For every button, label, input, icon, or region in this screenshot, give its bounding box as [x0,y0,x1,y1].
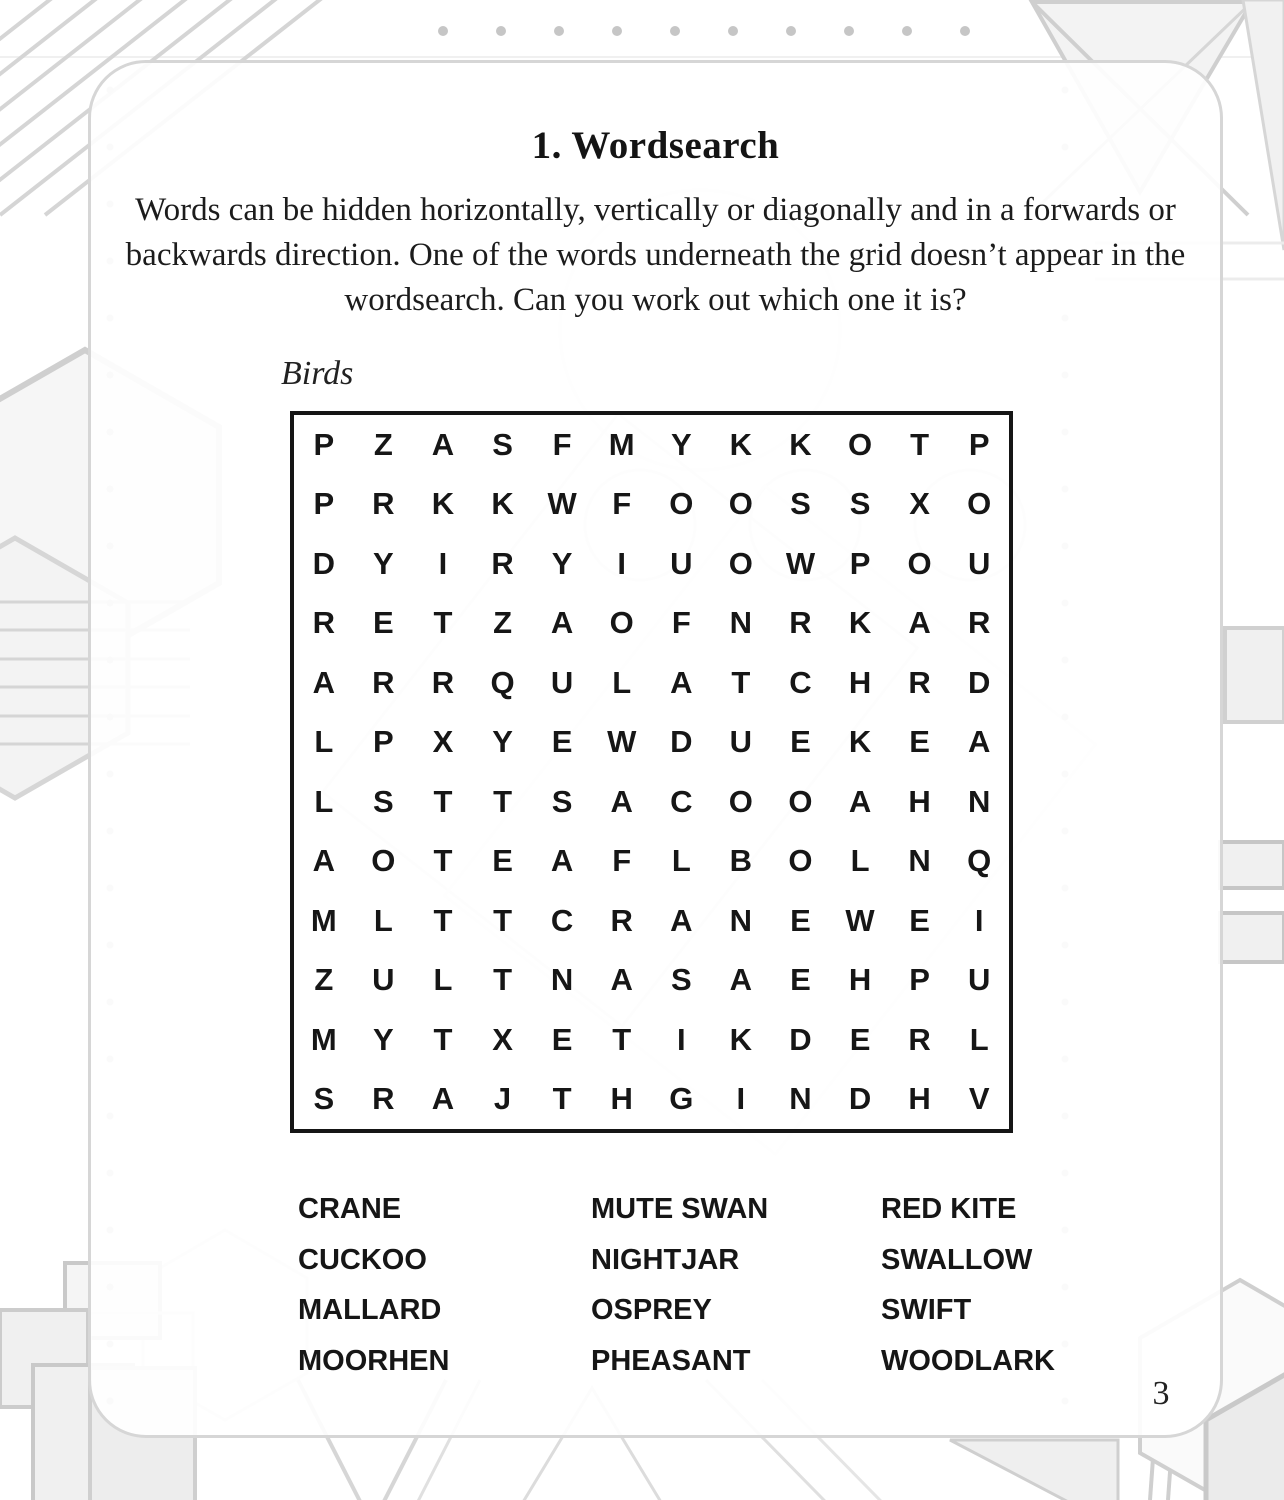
word-list-item: MUTE SWAN [591,1193,769,1225]
grid-letter: R [372,664,395,700]
puzzle-card [88,60,1223,1438]
grid-letter: O [728,783,753,819]
grid-letter: A [431,1081,455,1117]
word-list [298,1184,1198,1396]
grid-letter: I [617,545,626,581]
grid-letter: P [849,545,871,581]
grid-letter: R [968,605,991,641]
grid-letter: E [849,1021,871,1057]
grid-letter: N [789,1081,812,1117]
grid-letter: D [968,664,991,700]
grid-letter: S [492,426,513,462]
word-list-item: WOODLARK [881,1344,1055,1377]
grid-letter: X [909,486,930,522]
grid-letter: T [731,664,751,700]
grid-letter: M [310,1021,337,1057]
grid-letter: U [968,962,991,998]
grid-letter: Z [314,962,334,998]
grid-letter: L [373,902,393,938]
grid-letter: I [974,902,984,938]
grid-letter: O [371,843,396,879]
grid-letter: F [612,843,632,879]
grid-letter: U [968,545,991,581]
grid-letter: R [372,486,395,522]
grid-letter: C [789,664,812,700]
grid-letter: X [432,724,454,760]
grid-letter: O [728,486,753,522]
grid-letter: W [547,486,577,522]
grid-letter: S [551,783,573,819]
grid-letter: F [671,605,691,641]
grid-letter: M [310,902,337,938]
page-number: 3 [1152,1375,1170,1412]
word-list-item: SWIFT [881,1294,972,1326]
grid-letter: O [788,843,813,879]
grid-letter: L [314,724,334,760]
grid-letter: P [909,962,930,998]
grid-letter: S [670,962,692,998]
grid-letter: T [493,962,512,998]
word-list-item: OSPREY [591,1294,712,1326]
grid-letter: D [789,1021,812,1057]
grid-letter: Y [492,724,513,760]
grid-letter: H [848,962,872,998]
grid-letter: T [433,902,453,938]
grid-letter: U [550,664,574,700]
grid-letter: E [909,902,930,938]
grid-letter: L [433,962,453,998]
word-list-column [591,1184,768,1386]
grid-letter: W [607,724,637,760]
grid-letter: K [729,1021,753,1057]
grid-letter: A [968,724,991,760]
grid-letter: E [790,962,811,998]
word-list-item: MALLARD [298,1294,442,1326]
grid-letter: O [907,545,932,581]
grid-letter: E [551,724,573,760]
grid-letter: W [845,902,875,938]
grid-letter: R [491,545,514,581]
grid-letter: W [785,545,816,581]
grid-letter: T [433,1021,453,1057]
grid-letter: L [612,664,632,700]
grid-letter: R [610,902,633,938]
wordsearch-grid [290,411,1013,1133]
grid-letter: I [736,1081,746,1117]
word-list-item: CUCKOO [298,1243,427,1276]
grid-letter: K [848,605,872,641]
word-list-item: RED KITE [881,1193,1017,1225]
grid-letter: R [312,605,335,641]
grid-letter: K [729,426,753,462]
grid-letter: K [848,724,872,760]
grid-letter: H [908,783,931,819]
grid-letter: U [729,724,753,760]
grid-letter: T [552,1081,572,1117]
grid-letter: A [908,605,931,641]
grid-letter: S [790,486,811,522]
grid-letter: A [729,962,753,998]
grid-letter: R [908,664,931,700]
grid-letter: A [550,605,574,641]
grid-letter: E [790,724,811,760]
grid-letter: Y [551,545,573,581]
word-list-item: SWALLOW [881,1243,1033,1276]
grid-letter: N [729,605,753,641]
grid-letter: Z [373,426,393,462]
grid-letter: P [313,426,335,462]
grid-letter: H [848,664,872,700]
grid-letter: P [313,486,335,522]
grid-letter: N [729,902,753,938]
grid-letter: B [729,843,753,879]
grid-letter: O [967,486,992,522]
grid-letter: L [969,1021,989,1057]
grid-letter: A [610,783,633,819]
grid-letter: L [671,843,691,879]
grid-letter: A [610,962,633,998]
grid-letter: C [550,902,574,938]
word-list-item: NIGHTJAR [591,1243,740,1276]
grid-letter: V [968,1081,990,1117]
grid-letter: R [372,1081,395,1117]
grid-letter: I [438,545,448,581]
grid-letter: A [550,843,574,879]
grid-letter: T [493,783,512,819]
grid-letter: U [670,545,693,581]
grid-letter: O [847,426,873,462]
grid-letter: A [431,426,455,462]
instructions-text: Words can be hidden horizontally, vertically or diagonally and in a forwards or backwards direction. One of the words underneath the grid doesn’t appear in the wordsearch. Can you work out which one it is? [125,192,1186,318]
grid-letter: F [612,486,632,522]
grid-letter: R [789,605,812,641]
grid-letter: M [608,426,635,462]
grid-letter: O [609,605,634,641]
grid-letter: A [312,843,335,879]
grid-letter: A [848,783,872,819]
grid-letter: F [552,426,572,462]
grid-letter: P [373,724,394,760]
grid-letter: U [372,962,395,998]
grid-letter: D [848,1081,872,1117]
grid-letter: Y [373,545,394,581]
grid-letter: T [493,902,512,938]
word-list-item: MOORHEN [298,1344,450,1377]
grid-letter: E [373,605,394,641]
category-label: Birds [281,355,354,392]
grid-letter: T [433,843,453,879]
word-list-item: PHEASANT [591,1344,751,1377]
grid-letter: H [610,1081,633,1117]
grid-letter: J [493,1081,512,1117]
grid-letter: O [728,545,753,581]
grid-letter: G [669,1081,694,1117]
grid-letter: C [670,783,693,819]
grid-letter: T [433,605,453,641]
grid-letter: T [433,783,453,819]
grid-letter: Q [967,843,992,879]
grid-letter: A [670,664,693,700]
grid-letter: O [669,486,694,522]
grid-letter: N [968,783,991,819]
dots-row-decoration [438,26,970,36]
grid-letter: L [850,843,870,879]
grid-letter: R [908,1021,931,1057]
grid-letter: A [670,902,693,938]
grid-letter: N [550,962,574,998]
grid-letter: N [908,843,931,879]
grid-letter: Y [670,426,692,462]
grid-letter: D [312,545,335,581]
word-list-column [298,1184,449,1386]
grid-letter: S [313,1081,335,1117]
grid-letter: E [492,843,513,879]
grid-letter: S [849,486,871,522]
grid-letter: T [612,1021,632,1057]
grid-letter: E [790,902,811,938]
grid-letter: K [789,426,812,462]
page-title: 1. Wordsearch [531,124,780,168]
grid-letter: D [670,724,693,760]
grid-letter: L [314,783,334,819]
word-list-item: CRANE [298,1193,402,1225]
grid-letter: O [788,783,813,819]
grid-letter: R [431,664,455,700]
grid-letter: K [431,486,455,522]
grid-letter: Q [490,664,515,700]
word-list-column [881,1184,1055,1386]
grid-letter: P [968,426,990,462]
grid-letter: T [910,426,930,462]
grid-letter: S [373,783,394,819]
grid-letter: E [909,724,930,760]
grid-letter: Z [493,605,512,641]
grid-letter: X [492,1021,513,1057]
grid-letter: K [491,486,514,522]
grid-letter: I [676,1021,686,1057]
grid-letter: A [312,664,335,700]
grid-letter: Y [373,1021,394,1057]
grid-letter: H [908,1081,931,1117]
grid-letter: E [551,1021,573,1057]
